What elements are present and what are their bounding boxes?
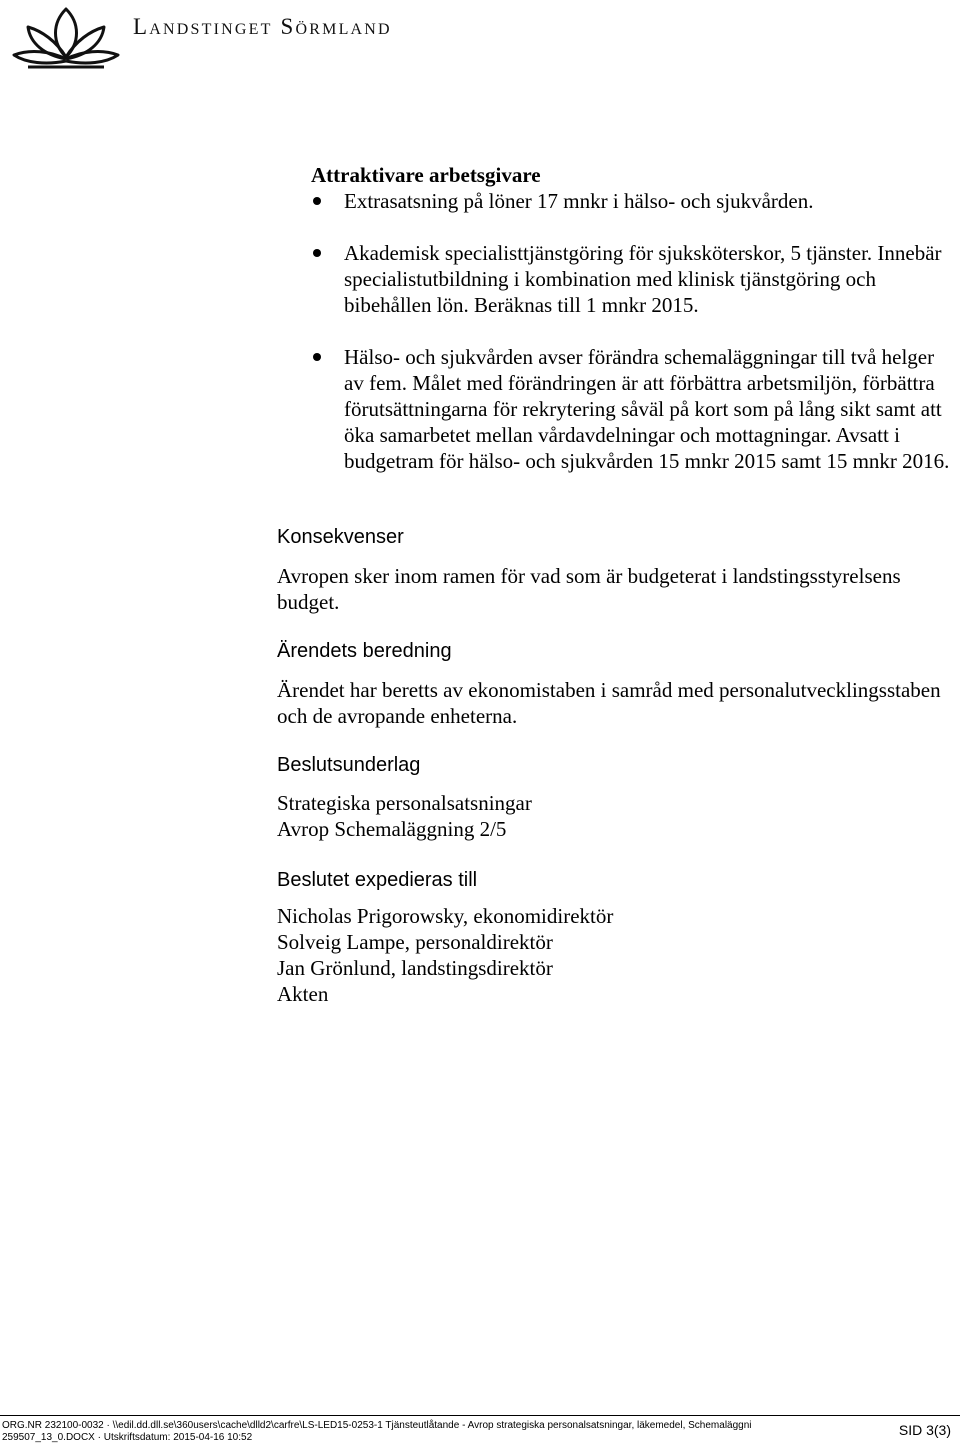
section-title-attraktivare: Attraktivare arbetsgivare	[311, 163, 541, 187]
list-item: Solveig Lampe, personaldirektör	[277, 930, 553, 954]
beredning-text: Ärendet har beretts av ekonomistaben i samråd med personalutvecklingsstaben och de avropande enheterna.	[277, 678, 941, 728]
konsekvenser-text: Avropen sker inom ramen för vad som är budgeterat i landstingsstyrelsens budget.	[277, 564, 901, 614]
page-number: SID 3(3)	[898, 1422, 951, 1438]
list-item: Akten	[277, 982, 329, 1006]
list-item-text: Extrasatsning på löner 17 mnkr i hälso- och sjukvården.	[344, 189, 814, 213]
heading-arendets-beredning: Ärendets beredning	[277, 640, 452, 662]
footer-path-line: ORG.NR 232100-0032 · \\edil.dd.dll.se\360users\cache\dlld2\carfre\LS-LED15-0253-1 Tjänsteutlåtande - Avrop strategiska personalsatsningar, läkemedel, Schemaläggni	[2, 1420, 752, 1431]
list-item	[311, 344, 951, 474]
heading-konsekvenser: Konsekvenser	[277, 526, 404, 548]
bullet-list	[311, 188, 951, 474]
recipients-list	[277, 903, 952, 1007]
list-item-text: Akademisk specialisttjänstgöring för sjuksköterskor, 5 tjänster. Innebär specialistutbildning i kombination med klinisk tjänstgöring och bibehållen lön. Beräknas till 1 mnkr 2015.	[344, 241, 942, 317]
footer-print-date: 259507_13_0.DOCX · Utskriftsdatum: 2015-04-16 10:52	[2, 1432, 253, 1443]
list-item	[311, 240, 951, 318]
beslutsunderlag-list	[277, 790, 952, 842]
landstinget-logo-icon	[10, 3, 122, 71]
organization-name: Landstinget Sörmland	[133, 14, 392, 39]
bullet-icon	[313, 353, 321, 361]
list-item: Jan Grönlund, landstingsdirektör	[277, 956, 553, 980]
heading-expedieras-till: Beslutet expedieras till	[277, 869, 478, 891]
bullet-icon	[313, 249, 321, 257]
list-item: Strategiska personalsatsningar	[277, 791, 532, 815]
list-item: Nicholas Prigorowsky, ekonomidirektör	[277, 904, 614, 928]
list-item-text: Hälso- och sjukvården avser förändra schemaläggningar till två helger av fem. Målet med förändringen är att förbättra arbetsmiljön, förbättra förutsättningarna för rekrytering såväl på kort som på lång sikt samt att öka samarbetet mellan vårdavdelningar och mottagningar. Avsatt i budgetram för hälso- och sjukvården 15 mnkr 2015 samt 15 mnkr 2016.	[344, 345, 950, 473]
list-item: Avrop Schemaläggning 2/5	[277, 817, 507, 841]
heading-beslutsunderlag: Beslutsunderlag	[277, 754, 421, 776]
bullet-icon	[313, 197, 321, 205]
list-item	[311, 188, 951, 214]
footer-divider	[0, 1415, 960, 1416]
